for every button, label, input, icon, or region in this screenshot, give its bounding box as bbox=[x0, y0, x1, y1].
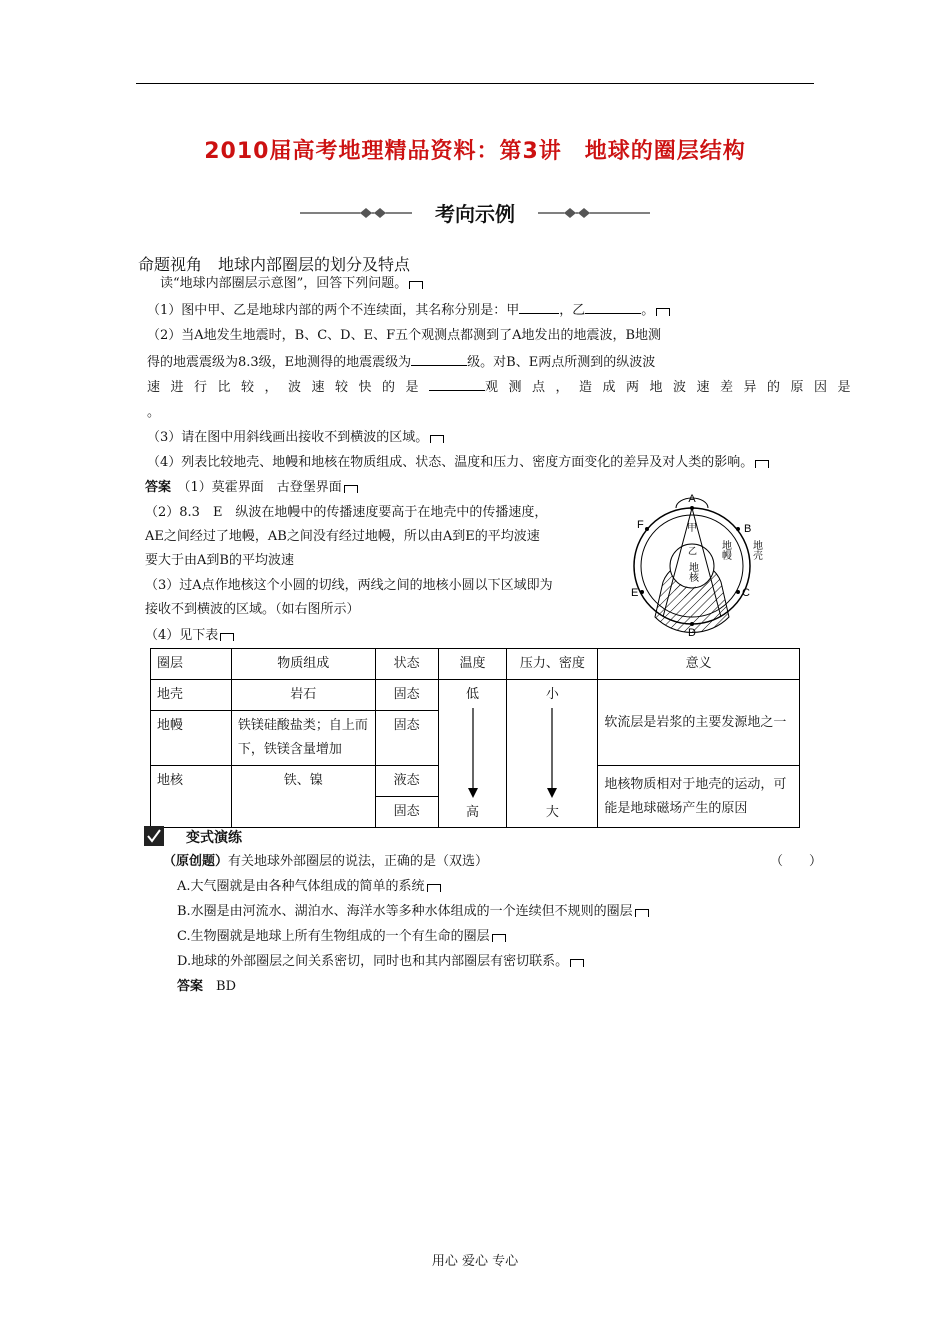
question-4: （4）列表比较地壳、地幔和地核在物质组成、状态、温度和压力、密度方面变化的差异及对人类的影响。 bbox=[147, 454, 769, 472]
layer-name: 地幔 bbox=[151, 711, 232, 766]
answer-3-line1: （3）过A点作地核这个小圆的切线，两线之间的地核小圆以下区域即为 bbox=[145, 578, 553, 593]
page-title: 2010届高考地理精品资料：第3讲 地球的圈层结构 bbox=[204, 139, 746, 164]
question-1: （1）图中甲、乙是地球内部的两个不连续面，其名称分别是：甲 ，乙 。 bbox=[147, 301, 670, 320]
section-title: 考向示例 bbox=[435, 202, 515, 226]
option-a: A.大气圈就是由各种气体组成的简单的系统 bbox=[177, 878, 441, 896]
earth-structure-diagram bbox=[620, 492, 780, 638]
question-2-line2: 得的地震震级为8.3级，E地测得的地震震级为 级。对B、E两点所测到的纵波波 bbox=[147, 355, 656, 370]
pressure-cell bbox=[507, 680, 598, 828]
state: 固态 bbox=[375, 797, 438, 828]
option-d: D.地球的外部圈层之间关系密切，同时也和其内部圈层有密切联系。 bbox=[177, 953, 584, 971]
meaning-1: 软流层是岩浆的主要发源地之一 bbox=[598, 680, 800, 766]
layer-name: 地壳 bbox=[151, 680, 232, 711]
question-2-line1: （2）当A地发生地震时，B、C、D、E、F五个观测点都测到了A地发出的地震波，B地测 bbox=[147, 328, 662, 343]
answer-4: （4）见下表 bbox=[145, 627, 234, 645]
topic-heading: 命题视角 地球内部圈层的划分及特点 bbox=[138, 255, 411, 274]
label-C: C bbox=[742, 587, 750, 599]
state: 固态 bbox=[375, 711, 438, 766]
label-core: 地核 bbox=[686, 562, 698, 582]
question-2-line4: 。 bbox=[147, 405, 161, 420]
label-yi: 乙 bbox=[688, 547, 698, 557]
label-A: A bbox=[688, 493, 696, 505]
top-rule bbox=[136, 83, 814, 84]
answer-3-line2: 接收不到横波的区域。（如右图所示） bbox=[145, 602, 360, 617]
practice-answer: 答案 BD bbox=[177, 979, 237, 994]
table-header: 压力、密度 bbox=[507, 649, 598, 680]
answer-parens: （ ） bbox=[770, 854, 823, 869]
pressure-high: 大 bbox=[545, 805, 559, 820]
label-mantle: 地幔 bbox=[719, 540, 731, 560]
layer-name: 地核 bbox=[151, 766, 232, 828]
label-crust: 地壳 bbox=[750, 540, 762, 560]
practice-heading: 变式演练 bbox=[186, 830, 242, 846]
pressure-arrow bbox=[542, 708, 562, 798]
label-D: D bbox=[688, 627, 696, 638]
option-b: B.水圈是由河流水、湖泊水、海洋水等多种水体组成的一个连续但不规则的圈层 bbox=[177, 903, 649, 921]
meaning-2: 地核物质相对于地壳的运动，可能是地球磁场产生的原因 bbox=[598, 766, 800, 828]
table-header: 圈层 bbox=[151, 649, 232, 680]
option-c: C.生物圈就是地球上所有生物组成的一个有生命的圈层 bbox=[177, 928, 506, 946]
intro: 读“地球内部圈层示意图”，回答下列问题。 bbox=[160, 275, 423, 293]
table-header: 物质组成 bbox=[231, 649, 375, 680]
table-row bbox=[151, 680, 800, 711]
question-3: （3）请在图中用斜线画出接收不到横波的区域。 bbox=[147, 429, 444, 447]
section-header bbox=[300, 198, 650, 228]
table-header: 温度 bbox=[438, 649, 507, 680]
pressure-low: 小 bbox=[545, 687, 559, 702]
state: 固态 bbox=[375, 680, 438, 711]
answer-2-line1: （2）8.3 E 纵波在地幔中的传播速度要高于在地壳中的传播速度， bbox=[145, 505, 548, 520]
check-icon bbox=[144, 826, 164, 846]
table-header-row bbox=[151, 649, 800, 680]
temperature-cell bbox=[438, 680, 507, 828]
state: 液态 bbox=[375, 766, 438, 797]
label-jia: 甲 bbox=[687, 523, 697, 534]
temp-arrow bbox=[463, 708, 483, 798]
comparison-table bbox=[150, 648, 800, 828]
answer-1: 答案 （1）莫霍界面 古登堡界面 bbox=[145, 479, 358, 497]
temp-low: 低 bbox=[465, 687, 479, 702]
material: 铁镁硅酸盐类；自上而下，铁镁含量增加 bbox=[231, 711, 375, 766]
material: 岩石 bbox=[231, 680, 375, 711]
question-2-line3: 速进行比较，波速较快的是 观测点，造成两地波速差异的原因是 bbox=[147, 380, 862, 395]
label-F: F bbox=[637, 519, 644, 531]
answer-2-line2: AE之间经过了地幔，AB之间没有经过地幔，所以由A到E的平均波速 bbox=[145, 529, 540, 544]
practice-question: （原创题）有关地球外部圈层的说法，正确的是（双选） bbox=[163, 854, 489, 869]
footer: 用心 爱心 专心 bbox=[431, 1254, 519, 1269]
answer-2-line3: 要大于由A到B的平均波速 bbox=[145, 553, 294, 568]
material: 铁、镍 bbox=[231, 766, 375, 828]
table-header: 状态 bbox=[375, 649, 438, 680]
label-B: B bbox=[744, 523, 752, 535]
label-E: E bbox=[631, 587, 639, 599]
temp-high: 高 bbox=[465, 805, 479, 820]
table-header: 意义 bbox=[598, 649, 800, 680]
